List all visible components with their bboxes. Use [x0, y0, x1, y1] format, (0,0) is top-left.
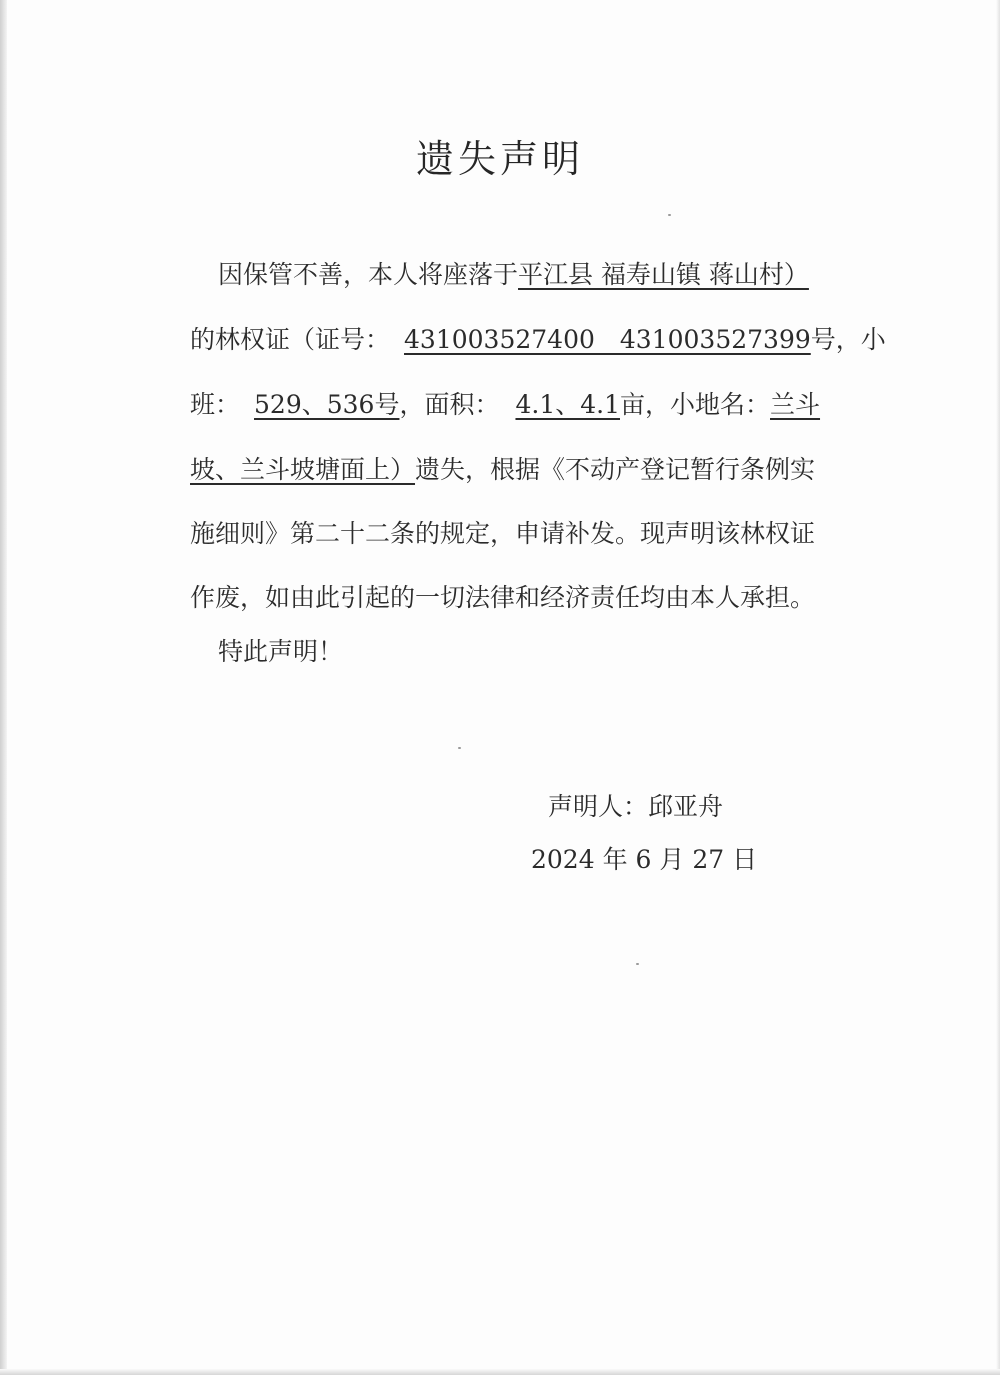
closing-statement: 特此声明！	[218, 637, 344, 666]
plot-number-field: 529、536号	[254, 390, 400, 419]
declaration-date: 2024 年 6 月 27 日	[531, 845, 758, 874]
cert-number-field: 431003527400 431003527399	[404, 325, 811, 354]
paragraph-line-6: 作废，如由此引起的一切法律和经济责任均由本人承担。	[190, 583, 816, 612]
paragraph-line-5: 施细则》第二十二条的规定，申请补发。现声明该林权证	[190, 519, 816, 548]
line2-suffix: 号，小	[810, 325, 886, 354]
area-field: 4.1、4.1	[515, 390, 620, 419]
line3-mid: ，面积：	[399, 390, 500, 419]
scan-speck	[668, 214, 671, 216]
document-title: 遗失声明	[415, 137, 584, 181]
line4-suffix: 遗失，根据《不动产登记暂行条例实	[415, 455, 816, 484]
location-field: 平江县 福寿山镇 蒋山村）	[518, 260, 809, 289]
paragraph-line-2	[190, 320, 886, 356]
paragraph-line-3	[190, 385, 840, 421]
declarant-signature: 声明人：邱亚舟	[548, 792, 724, 821]
line3-suffix: 亩，小地名：	[620, 390, 771, 419]
line1-prefix: 因保管不善，本人将座落于	[218, 260, 519, 289]
scan-speck	[458, 747, 461, 749]
scan-edge-right	[996, 0, 1000, 1375]
paragraph-line-4	[190, 450, 840, 486]
place-name-field-part1: 兰斗	[770, 390, 821, 419]
scan-speck	[636, 963, 639, 965]
place-name-field-part2: 坡、兰斗坡塘面上）	[190, 455, 416, 484]
paragraph-line-1	[190, 255, 868, 291]
line3-prefix: 班：	[190, 390, 241, 419]
line2-prefix: 的林权证（证号：	[190, 325, 391, 354]
scan-edge-bottom	[0, 1369, 1000, 1375]
scan-edge-left	[0, 0, 7, 1375]
